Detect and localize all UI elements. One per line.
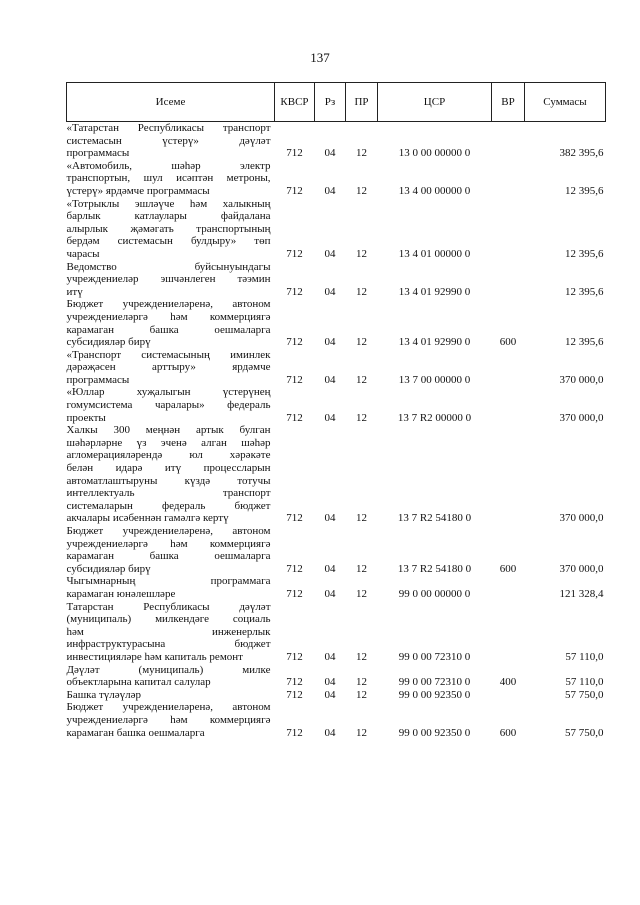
header-rz: Рз [315,83,346,122]
row-vr [492,349,525,387]
row-name [67,122,275,160]
table-row [67,575,606,600]
row-name-line: карамаган башка оешмаларга [66,550,271,563]
row-name-line: учреждениеләргә һәм коммерциягә [66,310,271,323]
row-name [67,386,275,424]
table-row [67,386,606,424]
row-name [67,601,275,664]
row-name-line: «Автомобиль, шәһәр электр [66,159,271,172]
row-name-line: (муниципаль) милкендәге социаль [66,613,271,626]
row-name-line: чарасы [66,247,100,260]
row-name-line: карамаган башка оешмаларга [66,323,271,336]
row-rz: 04 [324,587,336,600]
row-pr: 12 [356,676,367,689]
table-row [67,664,606,689]
row-name [67,261,275,299]
table-row [67,160,606,198]
row-vr [492,575,525,600]
row-kvsr: 712 [286,512,303,525]
row-name-line: гомумсистема чаралары» федераль [66,399,271,412]
row-csr: 13 7 00 00000 0 [398,373,471,386]
row-pr: 12 [356,726,367,739]
row-csr: 13 7 R2 54180 0 [397,562,472,575]
row-pr: 12 [356,650,367,663]
row-name-line: программасы [66,147,130,160]
row-name-line: инфраструктурасына бюджет [66,638,271,651]
row-name-line: транспортын, шул исәптән метроны, [66,172,271,185]
row-pr: 12 [356,373,367,386]
row-name [67,689,275,702]
row-kvsr: 712 [286,726,303,739]
row-rz: 04 [324,247,336,260]
row-kvsr: 712 [286,336,303,349]
row-name-line: шәһәрләрне үз эченә алган шәһәр [66,436,271,449]
row-csr: 13 0 00 00000 0 [398,147,471,160]
row-name-line: автоматлаштыруны күздә тотучы [66,474,271,487]
row-kvsr: 712 [286,411,303,424]
row-name-line: «Транспорт системасының иминлек [66,348,271,361]
row-vr: 600 [499,726,517,739]
row-name-line: карамаган юнәлешләре [66,587,176,600]
row-name-line: алырлык җәмәгать транспортының [66,222,271,235]
row-sum: 370 000,0 [559,411,604,424]
row-name-line: инвестицияләре һәм капиталь ремонт [66,650,243,663]
row-name-line: Чыгымнарның программага [66,575,271,588]
row-name-line: итү [66,285,83,298]
table-header [67,83,606,122]
row-name [67,575,275,600]
row-pr: 12 [356,285,367,298]
row-sum: 57 110,0 [565,650,604,663]
row-kvsr: 712 [286,587,303,600]
row-name-line: Бюджет учреждениеләренә, автоном [66,298,271,311]
row-name-line: учреждениеләр эшчәнлеген тәэмин [66,273,271,286]
row-name-line: бердәм системасын булдыру» төп [66,235,271,248]
row-vr: 600 [499,336,517,349]
row-rz: 04 [324,512,336,525]
row-name-line: Бюджет учреждениеләренә, автоном [66,525,271,537]
row-kvsr: 712 [286,373,303,386]
header-kvsr: КВСР [275,83,315,122]
row-vr [492,689,525,702]
row-rz: 04 [324,336,336,349]
row-kvsr: 712 [286,285,303,298]
table-row [67,298,606,348]
row-rz: 04 [324,650,336,663]
row-kvsr: 712 [286,562,303,575]
row-pr: 12 [356,184,367,197]
row-name-line: учреждениеләргә һәм коммерциягә [66,537,271,550]
header-csr: ЦСР [378,83,492,122]
header-sum: Суммасы [525,83,606,122]
row-csr: 99 0 00 72310 0 [398,676,471,689]
table-row [67,601,606,664]
row-name-line: Татарстан Республикасы дәүләт [66,600,271,613]
row-sum: 370 000,0 [559,373,604,386]
table-row [67,424,606,525]
row-csr: 99 0 00 00000 0 [398,587,471,600]
row-csr: 13 7 R2 00000 0 [397,411,472,424]
row-sum: 12 395,6 [565,336,604,349]
row-name-line: Дәүләт (муниципаль) милке [66,663,271,676]
row-rz: 04 [324,726,336,739]
row-pr: 12 [356,411,367,424]
row-name-line: «Тотрыклы эшләүче һәм халыкның [66,197,271,210]
row-name-line: «Юллар хуҗалыгын үстерүнең [66,386,271,399]
row-vr [492,122,525,160]
row-kvsr: 712 [286,184,303,197]
row-rz: 04 [324,676,336,689]
row-csr: 13 4 00 00000 0 [398,184,471,197]
row-sum: 12 395,6 [565,247,604,260]
row-pr: 12 [356,147,367,160]
row-name-line: һәм инженерлык [66,625,271,638]
row-name-line: учреждениеләргә һәм коммерциягә [66,713,271,726]
row-name [67,160,275,198]
row-vr [492,198,525,261]
table-row [67,689,606,702]
row-rz: 04 [324,562,336,575]
row-csr: 99 0 00 72310 0 [398,650,471,663]
row-name-line: карамаган башка оешмаларга [66,726,205,739]
table-row [67,349,606,387]
row-sum: 12 395,6 [565,184,604,197]
row-name-line: Ведомство буйсынуындагы [66,260,271,273]
row-sum: 370 000,0 [559,562,604,575]
row-kvsr: 712 [286,676,303,689]
row-sum: 382 395,6 [559,147,604,160]
row-rz: 04 [324,688,336,701]
row-sum: 57 750,0 [565,726,604,739]
row-name-line: субсидияләр бирү [66,562,151,575]
header-vr: ВР [492,83,525,122]
row-name-line: Бюджет учреждениеләренә, автоном [66,701,271,714]
row-kvsr: 712 [286,147,303,160]
row-sum: 57 110,0 [565,676,604,689]
table-row [67,122,606,160]
row-name-line: барлык катлаулары файдалана [66,210,271,223]
row-pr: 12 [356,512,367,525]
row-pr: 12 [356,688,367,701]
budget-table [66,82,606,739]
row-pr: 12 [356,587,367,600]
row-pr: 12 [356,247,367,260]
row-sum: 12 395,6 [565,285,604,298]
row-name-line: «Татарстан Республикасы транспорт [66,122,271,134]
row-name-line: программасы [66,373,130,386]
row-name-line: объектларына капитал салулар [66,676,211,689]
row-sum: 121 328,4 [559,587,604,600]
row-kvsr: 712 [286,650,303,663]
row-csr: 99 0 00 92350 0 [398,688,471,701]
page-number: 137 [310,50,330,65]
row-vr [492,424,525,525]
table-row [67,525,606,575]
row-name [67,525,275,575]
row-rz: 04 [324,285,336,298]
row-rz: 04 [324,373,336,386]
row-name-line: субсидияләр бирү [66,336,151,349]
row-vr [492,261,525,299]
table-body [67,122,606,740]
header-name: Исеме [67,83,275,122]
table-row [67,701,606,739]
row-name-line: Башка түләүләр [66,688,142,701]
row-name-line: үстерү» ярдәмче программасы [66,184,210,197]
row-csr: 99 0 00 92350 0 [398,726,471,739]
row-pr: 12 [356,562,367,575]
row-name [67,349,275,387]
row-vr: 400 [499,676,517,689]
row-vr [492,160,525,198]
row-rz: 04 [324,184,336,197]
row-sum: 370 000,0 [559,512,604,525]
row-vr: 600 [499,562,517,575]
row-name [67,424,275,525]
row-name-line: интеллектуаль транспорт [66,487,271,500]
row-name [67,198,275,261]
row-csr: 13 7 R2 54180 0 [397,512,472,525]
table-row [67,198,606,261]
row-name-line: дәрәҗәсен арттыру» ярдәмче [66,361,271,374]
row-name [67,664,275,689]
row-name-line: агломерацияләрендә юл хәрәкәте [66,449,271,462]
row-vr [492,601,525,664]
table-row [67,261,606,299]
row-name-line: системаларын федераль бюджет [66,499,271,512]
row-csr: 13 4 01 92990 0 [398,336,471,349]
row-name-line: проекты [66,411,106,424]
row-rz: 04 [324,411,336,424]
row-name-line: акчалары исәбеннән гамәлгә кертү [66,512,229,525]
row-name-line: Халкы 300 меңнән артык булган [66,424,271,437]
row-csr: 13 4 01 00000 0 [398,247,471,260]
row-rz: 04 [324,147,336,160]
row-name-line: белән идарә итү процессларын [66,462,271,475]
row-sum: 57 750,0 [565,688,604,701]
row-name [67,701,275,739]
row-name [67,298,275,348]
row-name-line: системасын үстерү» дәүләт [66,134,271,147]
row-kvsr: 712 [286,247,303,260]
row-pr: 12 [356,336,367,349]
row-csr: 13 4 01 92990 0 [398,285,471,298]
header-pr: ПР [346,83,378,122]
row-kvsr: 712 [286,688,303,701]
row-vr [492,386,525,424]
